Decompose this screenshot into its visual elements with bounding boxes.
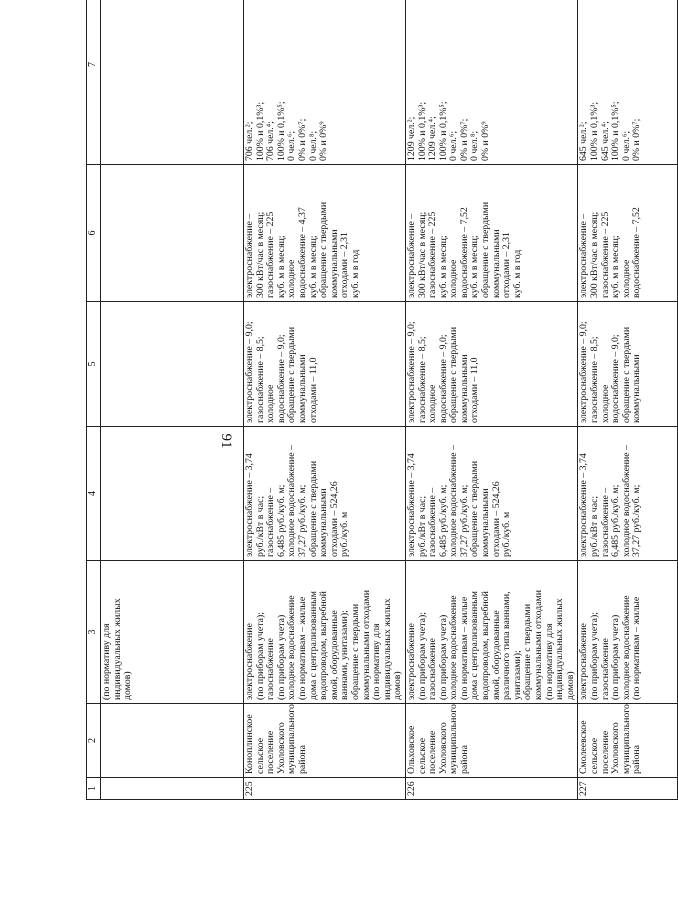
- population-cell: 706 чел.²; 100% и 0,1%³; 706 чел.⁴; 100% и 0,1%⁵; 0 чел.⁶; 0% и 0%⁷; 0 чел.⁸; 0% и 0%⁹: [244, 0, 406, 165]
- column-number: 6: [87, 165, 101, 302]
- tariffs-cell: электроснабжение – 3,74 руб./кВт в час; газоснабжение – 6,485 руб./куб. м; холодное водоснабжение – 37,27 руб./куб. м; обращение с твердыми коммунальными отходами – 524,26 руб./куб. м: [405, 427, 578, 561]
- settlement-cell: Коноплинское сельское поселение Ухоловского муниципального района: [244, 704, 406, 778]
- tariffs-cell: электроснабжение – 3,74 руб./кВт в час; газоснабжение – 6,485 руб./куб. м; холодное водоснабжение – 37,27 руб./куб. м;: [578, 427, 678, 561]
- row-number-cell: [101, 778, 244, 800]
- utilities-cell: электроснабжение (по приборам учета); газоснабжение (по приборам учета) холодное водоснабжение (по нормативам – жилые дома с централизованным водопроводом, выгребной ямой, оборудованные различного типа ваннами, унитазами); обращение с твердыми коммунальными отходами (по нормативу для индивидуальных жилых домов): [405, 561, 578, 704]
- index-cell: электроснабжение – 9,0; газоснабжение – 8,5; холодное водоснабжение – 9,0; обращение с твердыми коммунальными отходами – 11,0: [405, 302, 578, 427]
- volumes-cell: электроснабжение – 300 кВт/час в месяц; газоснабжение – 225 куб. м в месяц; холодное водоснабжение – 7,52 куб. м в месяц; обращение с твердыми коммунальными отходами – 2,31 куб. м в год: [405, 165, 578, 302]
- population-cell: [101, 0, 244, 165]
- index-cell: электроснабжение – 9,0; газоснабжение – 8,5; холодное водоснабжение – 9,0; обращение с твердыми коммунальными отходами – 11,0: [244, 302, 406, 427]
- table-row: [578, 0, 678, 800]
- row-number-cell: 227: [578, 778, 678, 800]
- utilities-cell: электроснабжение (по приборам учета); газоснабжение (по приборам учета) холодное водоснабжение (по нормативам – жилые: [578, 561, 678, 704]
- rotated-table-wrapper: [86, 0, 643, 800]
- population-cell: 1209 чел.²; 100% и 0,1%³; 1209 чел.⁴; 100% и 0,1%⁵; 0 чел.⁶; 0% и 0%⁷; 0 чел.⁸; 0% и 0%⁹: [405, 0, 578, 165]
- table-row: [244, 0, 406, 800]
- volumes-cell: электроснабжение – 300 кВт/час в месяц; газоснабжение – 225 куб. м в месяц; холодное водоснабжение – 7,52: [578, 165, 678, 302]
- page-number: 91: [218, 433, 234, 449]
- tariff-table: [86, 0, 678, 800]
- population-cell: 645 чел.²; 100% и 0,1%³; 645 чел.⁴; 100% и 0,1%⁵; 0 чел.⁶; 0% и 0%⁷;: [578, 0, 678, 165]
- settlement-cell: Смолеевское сельское поселение Ухоловского муниципального района: [578, 704, 678, 778]
- column-number: 3: [87, 561, 101, 704]
- column-number: 4: [87, 427, 101, 561]
- column-number: 2: [87, 704, 101, 778]
- tariffs-cell: [101, 427, 244, 561]
- row-number-cell: 226: [405, 778, 578, 800]
- row-number-cell: 225: [244, 778, 406, 800]
- settlement-cell: [101, 704, 244, 778]
- settlement-cell: Ольховское сельское поселение Ухоловского муниципального района: [405, 704, 578, 778]
- column-number-row: [87, 0, 101, 800]
- column-number: 7: [87, 0, 101, 165]
- utilities-cell: электроснабжение (по приборам учета); газоснабжение (по приборам учета) холодное водоснабжение (по нормативам – жилые дома с централизованным водопроводом, выгребной ямой, оборудованные ваннами, унитазами); обращение с твердыми коммунальными отходами (по нормативу для индивидуальных жилых домов): [244, 561, 406, 704]
- index-cell: [101, 302, 244, 427]
- column-number: 5: [87, 302, 101, 427]
- table-row: [101, 0, 244, 800]
- column-number: 1: [87, 778, 101, 800]
- volumes-cell: [101, 165, 244, 302]
- volumes-cell: электроснабжение – 300 кВт/час в месяц; газоснабжение – 225 куб. м в месяц; холодное водоснабжение – 4,37 куб. м в месяц; обращение с твердыми коммунальными отходами – 2,31 куб. м в год: [244, 165, 406, 302]
- table-row: [405, 0, 578, 800]
- utilities-cell: (по нормативу для индивидуальных жилых домов): [101, 561, 244, 704]
- index-cell: электроснабжение – 9,0; газоснабжение – 8,5; холодное водоснабжение – 9,0; обращение с твердыми коммунальными: [578, 302, 678, 427]
- tariffs-cell: электроснабжение – 3,74 руб./кВт в час; газоснабжение – 6,485 руб./куб. м; холодное водоснабжение – 37,27 руб./куб. м; обращение с твердыми коммунальными отходами – 524,26 руб./куб. м: [244, 427, 406, 561]
